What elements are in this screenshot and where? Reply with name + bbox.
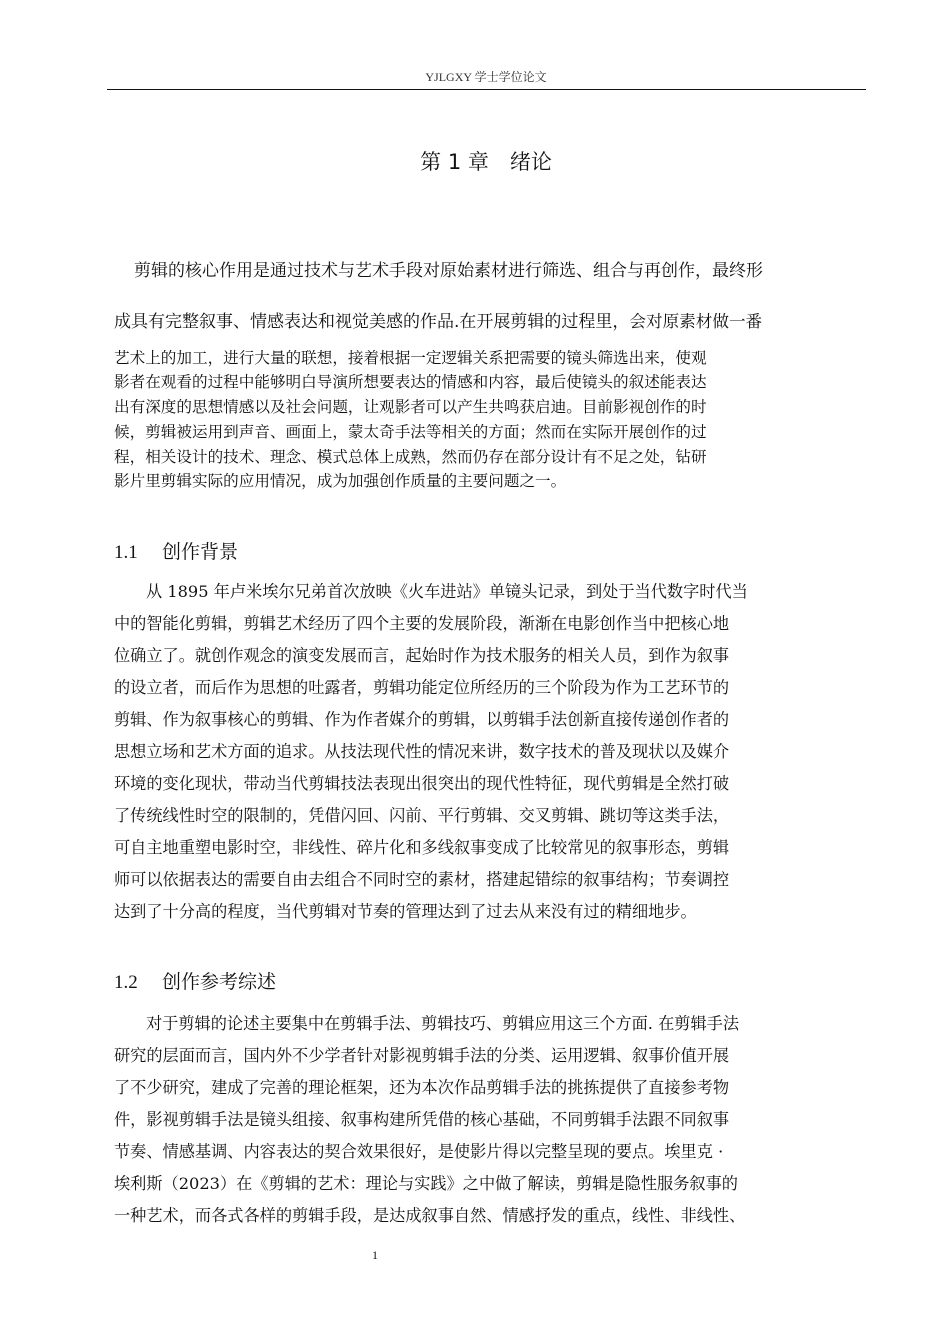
intro-line: 影片里剪辑实际的应用情况，成为加强创作质量的主要问题之一。 [114,472,567,490]
section-title: 创作参考综述 [162,971,277,993]
body-line: 达到了十分高的程度，当代剪辑对节奏的管理达到了过去从来没有过的精细地步。 [114,902,697,921]
body-line: 师可以依据表达的需要自由去组合不同时空的素材，搭建起错综的叙事结构；节奏调控 [114,870,730,889]
body-line: 了传统线性时空的限制的，凭借闪回、闪前、平行剪辑、交叉剪辑、跳切等这类手法， [114,806,730,825]
running-header: YJLGXY 学士学位论文 [425,70,547,84]
intro-line: 出有深度的思想情感以及社会问题，让观影者可以产生共鸣获启迪。目前影视创作的时 [114,398,707,416]
intro-line: 艺术上的加工，进行大量的联想，接着根据一定逻辑关系把需要的镜头筛选出来，使观 [114,349,707,367]
body-line: 位确立了。就创作观念的演变发展而言，起始时作为技术服务的相关人员，到作为叙事 [114,646,730,665]
section-number: 1.2 [114,972,138,993]
intro-line [114,307,762,332]
section-heading [114,967,276,994]
body-line: 研究的层面而言，国内外不少学者针对影视剪辑手法的分类、运用逻辑、叙事价值开展 [114,1046,730,1065]
section-title: 创作背景 [162,541,239,563]
body-line: 环境的变化现状，带动当代剪辑技法表现出很突出的现代性特征，现代剪辑是全然打破 [114,774,730,793]
body-line: 的设立者，而后作为思想的吐露者，剪辑功能定位所经历的三个阶段为作为工艺环节的 [114,678,730,697]
body-line: 思想立场和艺术方面的追求。从技法现代性的情况来讲，数字技术的普及现状以及媒介 [114,742,730,761]
body-line: 了不少研究，建成了完善的理论框架，还为本次作品剪辑手法的挑拣提供了直接参考物 [114,1078,730,1097]
chapter-title: 第 1 章 绪论 [420,150,552,174]
body-line: 件，影视剪辑手法是镜头组接、叙事构建所凭借的核心基础，不同剪辑手法跟不同叙事 [114,1110,730,1129]
body-line: 埃利斯（2023）在《剪辑的艺术：理论与实践》之中做了解读，剪辑是隐性服务叙事的 [114,1174,738,1193]
intro-line: 剪辑的核心作用是通过技术与艺术手段对原始素材进行筛选、组合与再创作，最终形 [134,261,763,281]
body-line: 对于剪辑的论述主要集中在剪辑手法、剪辑技巧、剪辑应用这三个方面. 在剪辑手法 [146,1014,740,1033]
intro-line: 候，剪辑被运用到声音、画面上，蒙太奇手法等相关的方面；然而在实际开展创作的过 [114,423,707,441]
intro-line-part: 成具有完整叙事、情感表达和视觉美感的作品.在开展剪辑的过程里， [114,312,630,332]
body-line: 可自主地重塑电影时空，非线性、碎片化和多线叙事变成了比较常见的叙事形态，剪辑 [114,838,730,857]
intro-line-part: 会对原素材做一番 [629,312,763,331]
body-line: 从 1895 年卢米埃尔兄弟首次放映《火车进站》单镜头记录，到处于当代数字时代当 [146,582,748,601]
section-heading [114,537,238,564]
intro-line: 程，相关设计的技术、理念、模式总体上成熟，然而仍存在部分设计有不足之处，钻研 [114,448,707,466]
section-number: 1.1 [114,542,138,563]
body-line: 节奏、情感基调、内容表达的契合效果很好，是使影片得以完整呈现的要点。埃里克 · [114,1142,724,1161]
intro-line: 影者在观看的过程中能够明白导演所想要表达的情感和内容，最后使镜头的叙述能表达 [114,373,707,391]
header-rule [107,89,866,90]
body-line: 中的智能化剪辑，剪辑艺术经历了四个主要的发展阶段，渐渐在电影创作当中把核心地 [114,614,730,633]
body-line: 一种艺术，而各式各样的剪辑手段，是达成叙事自然、情感抒发的重点，线性、非线性、 [114,1206,746,1225]
body-line: 剪辑、作为叙事核心的剪辑、作为作者媒介的剪辑，以剪辑手法创新直接传递创作者的 [114,710,730,729]
page-number: 1 [372,1248,378,1262]
